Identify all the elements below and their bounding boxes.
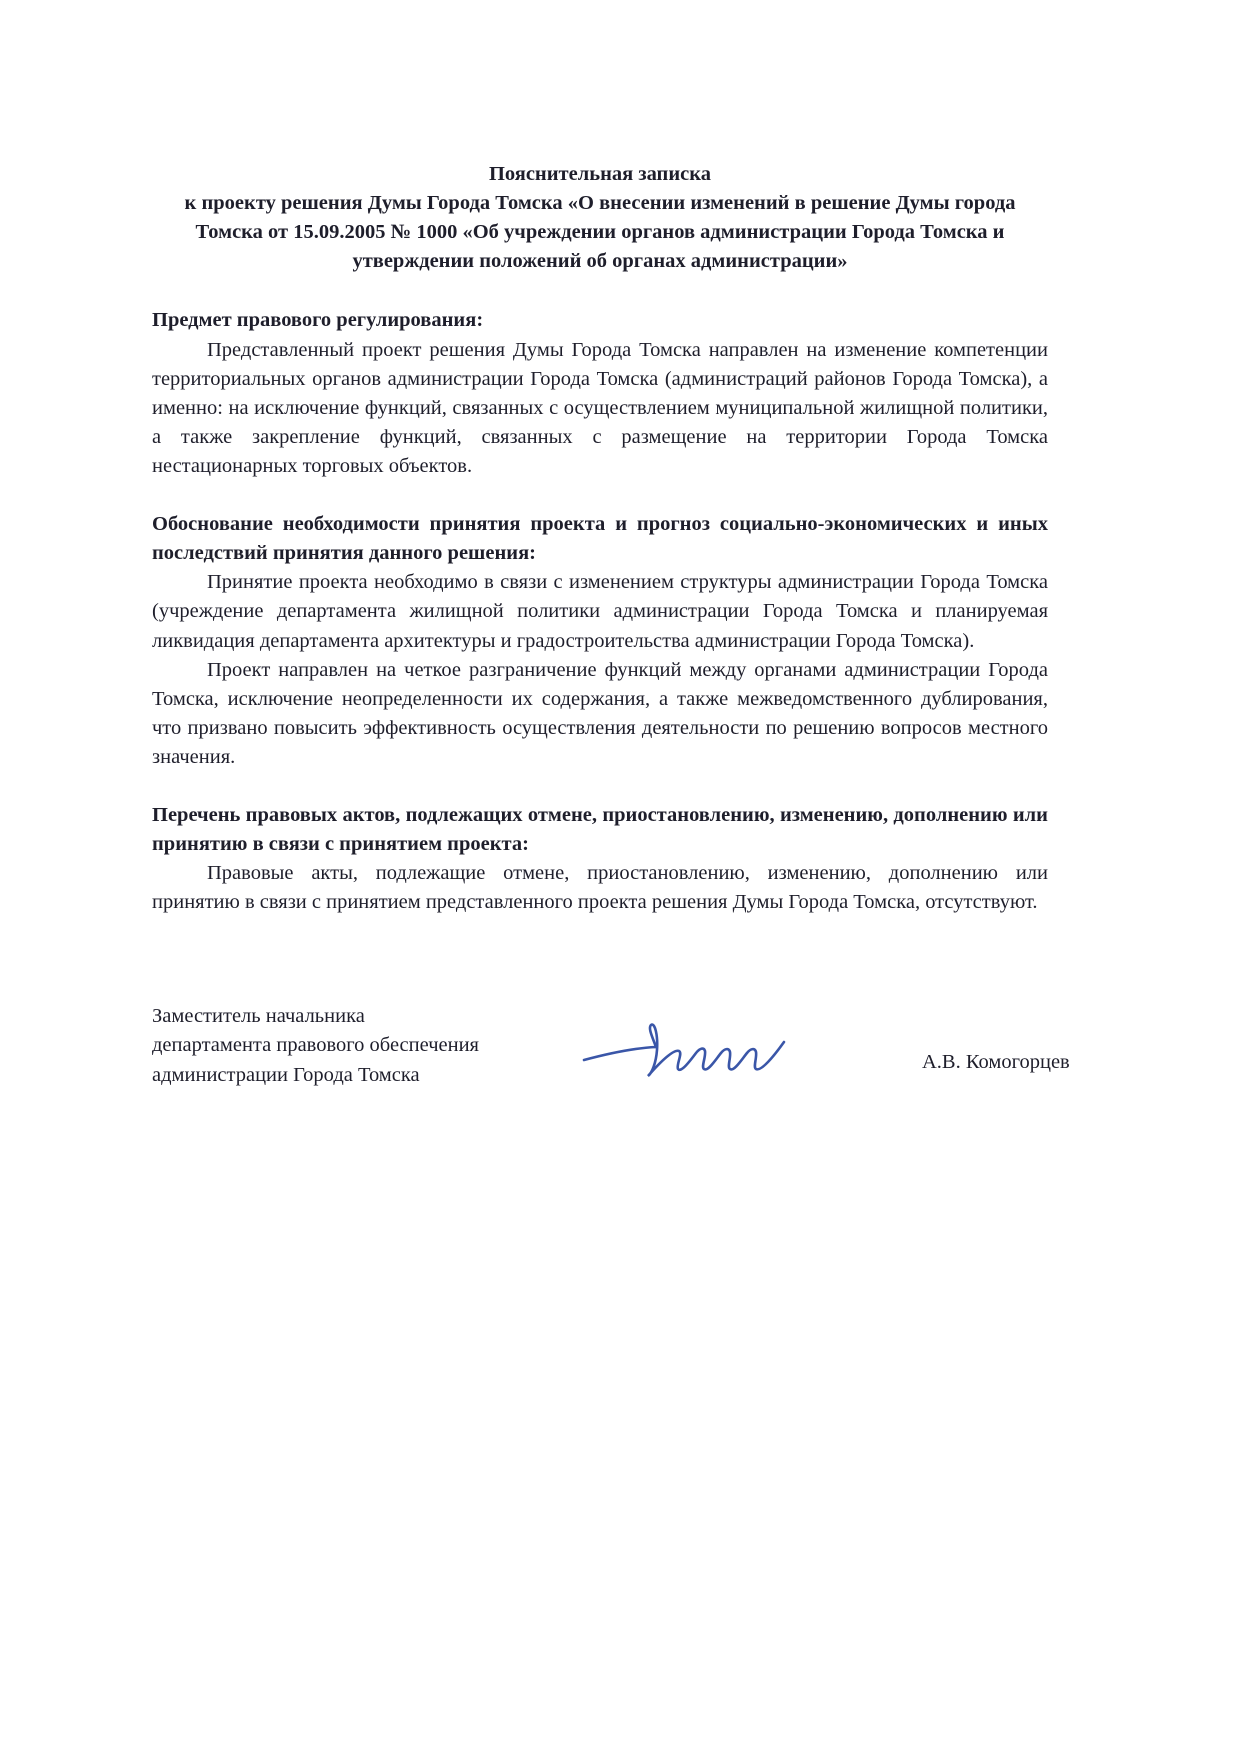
signature-block (152, 1002, 1070, 1098)
signer-position (152, 1002, 552, 1091)
section-heading: Предмет правового регулирования: (152, 309, 484, 332)
section-justification (152, 510, 1048, 772)
signature-ink-icon (582, 1016, 812, 1088)
signer-name: А.В. Комогорцев (922, 1050, 1070, 1073)
signer-position-line: Заместитель начальника (152, 1004, 365, 1027)
document-content (152, 160, 1070, 1097)
section-paragraph: Правовые акты, подлежащие отмене, приостановлению, изменению, дополнению или принятию в связи с принятием представленного проекта решения Думы Города Томска, отсутствуют. (152, 862, 1048, 914)
signer-position-line: департамента правового обеспечения (152, 1034, 479, 1057)
section-subject (152, 306, 1048, 481)
section-paragraph: Принятие проекта необходимо в связи с изменением структуры администрации Города Томска (учреждение департамента жилищной политики администрации Города Томска и планируемая ликвидация департамента архитектуры и градостроительства администрации Города Томска). (152, 571, 1048, 652)
section-paragraph: Проект направлен на четкое разграничение функций между органами администрации Города Томска, исключение неопределенности их содержания, а также межведомственного дублирования, что призвано повысить эффективность осуществления деятельности по решению вопросов местного значения. (152, 658, 1048, 768)
title-line-1: Пояснительная записка (488, 163, 712, 185)
section-heading: Перечень правовых актов, подлежащих отмене, приостановлению, изменению, дополнению или принятию в связи с принятием проекта: (152, 804, 1048, 856)
handwritten-signature (552, 1002, 882, 1098)
section-acts-list (152, 801, 1048, 917)
signer-position-line: администрации Города Томска (152, 1063, 420, 1086)
section-heading: Обоснование необходимости принятия проекта и прогноз социально-экономических и иных последствий принятия данного решения: (152, 513, 1048, 565)
document-title (152, 160, 1048, 276)
title-rest: к проекту решения Думы Города Томска «О внесении изменений в решение Думы города Томска от 15.09.2005 № 1000 «Об учреждении органов администрации Города Томска и утверждении положений об органах администрации» (184, 192, 1016, 273)
section-paragraph: Представленный проект решения Думы Города Томска направлен на изменение компетенции территориальных органов администрации Города Томска (администраций районов Города Томска), а именно: на исключение функций, связанных с осуществлением муниципальной жилищной политики, а также закрепление функций, связанных с размещение на территории Города Томска нестационарных торговых объектов. (152, 338, 1048, 477)
